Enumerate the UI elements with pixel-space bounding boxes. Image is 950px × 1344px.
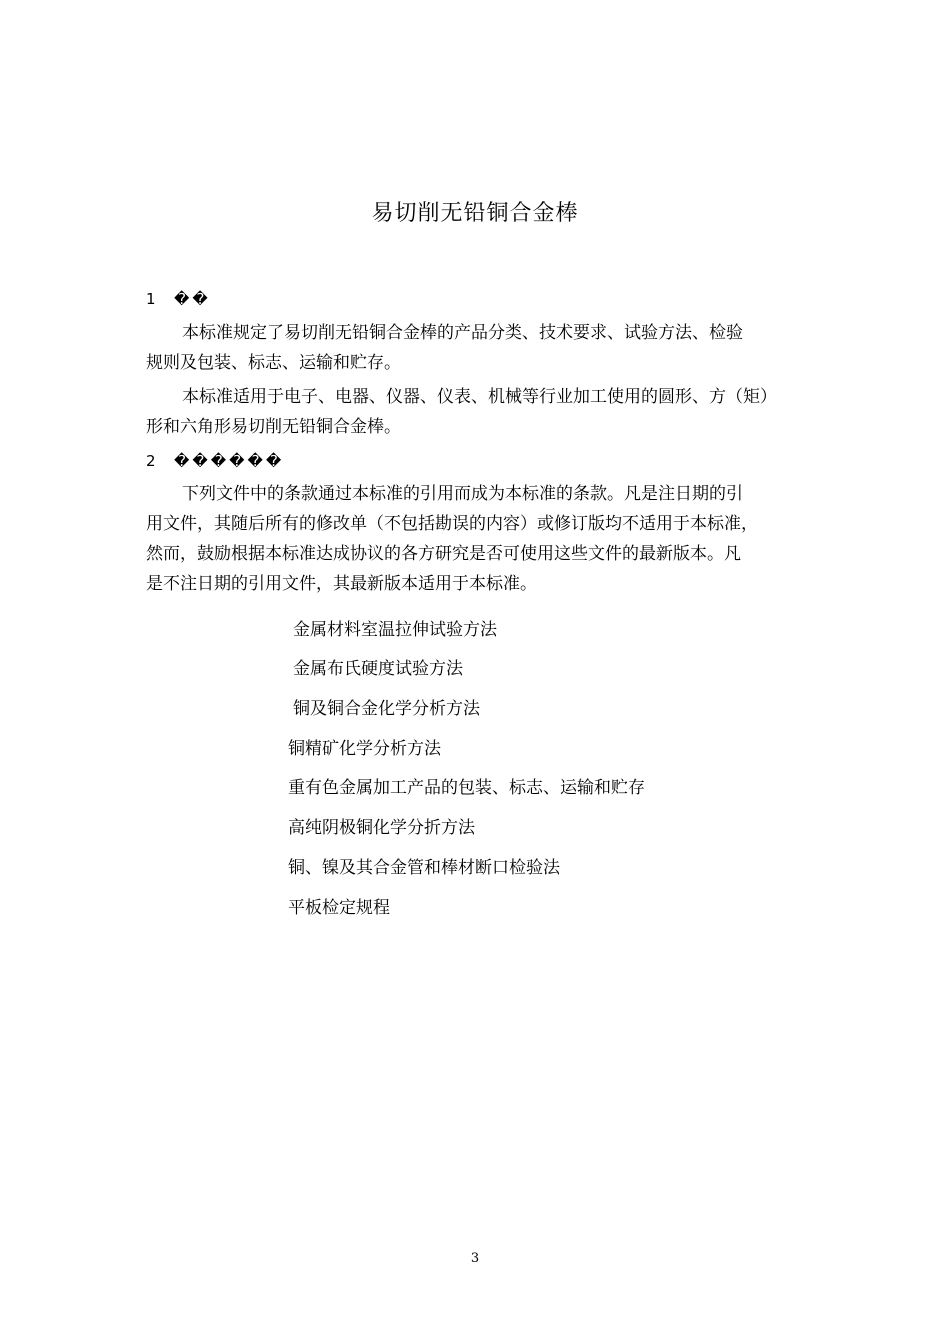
page-number: 3 [470,1251,480,1266]
section-title: ������ [174,452,285,470]
text-line: 是不注日期的引用文件，其最新版本适用于本标准。 [146,574,537,594]
reference-item: 铜、镍及其合金管和棒材断口检验法 [288,858,560,878]
text-line: 然而，鼓励根据本标准达成协议的各方研究是否可使用这些文件的最新版本。凡 [146,544,741,564]
text-line: 形和六角形易切削无铅铜合金棒。 [146,417,401,437]
paragraph [146,382,808,442]
reference-item: 金属布氏硬度试验方法 [293,659,463,679]
text-line: 本标准适用于电子、电器、仪器、仪表、机械等行业加工使用的圆形、方（矩） [182,387,777,407]
section-heading-scope [146,290,211,308]
section-number: 2 [146,452,156,470]
document-title: 易切削无铅铜合金棒 [371,201,579,226]
text-line: 下列文件中的条款通过本标准的引用而成为本标准的条款。凡是注日期的引 [182,484,743,504]
paragraph [146,318,808,378]
paragraph [146,479,808,599]
text-line: 规则及包装、标志、运输和贮存。 [146,353,401,373]
reference-item: 平板检定规程 [288,898,390,918]
reference-item: 铜精矿化学分析方法 [288,739,441,759]
section-number: 1 [146,290,156,308]
reference-item: 高纯阴极铜化学分折方法 [288,818,475,838]
reference-item: 铜及铜合金化学分析方法 [293,699,480,719]
section-heading-normative-references [146,452,284,470]
text-line: 用文件，其随后所有的修改单（不包括勘误的内容）或修订版均不适用于本标准， [146,514,758,534]
text-line: 本标准规定了易切削无铅铜合金棒的产品分类、技术要求、试验方法、检验 [182,323,743,343]
reference-item: 重有色金属加工产品的包装、标志、运输和贮存 [288,778,645,798]
reference-item: 金属材料室温拉伸试验方法 [293,620,497,640]
section-title: �� [174,290,211,308]
